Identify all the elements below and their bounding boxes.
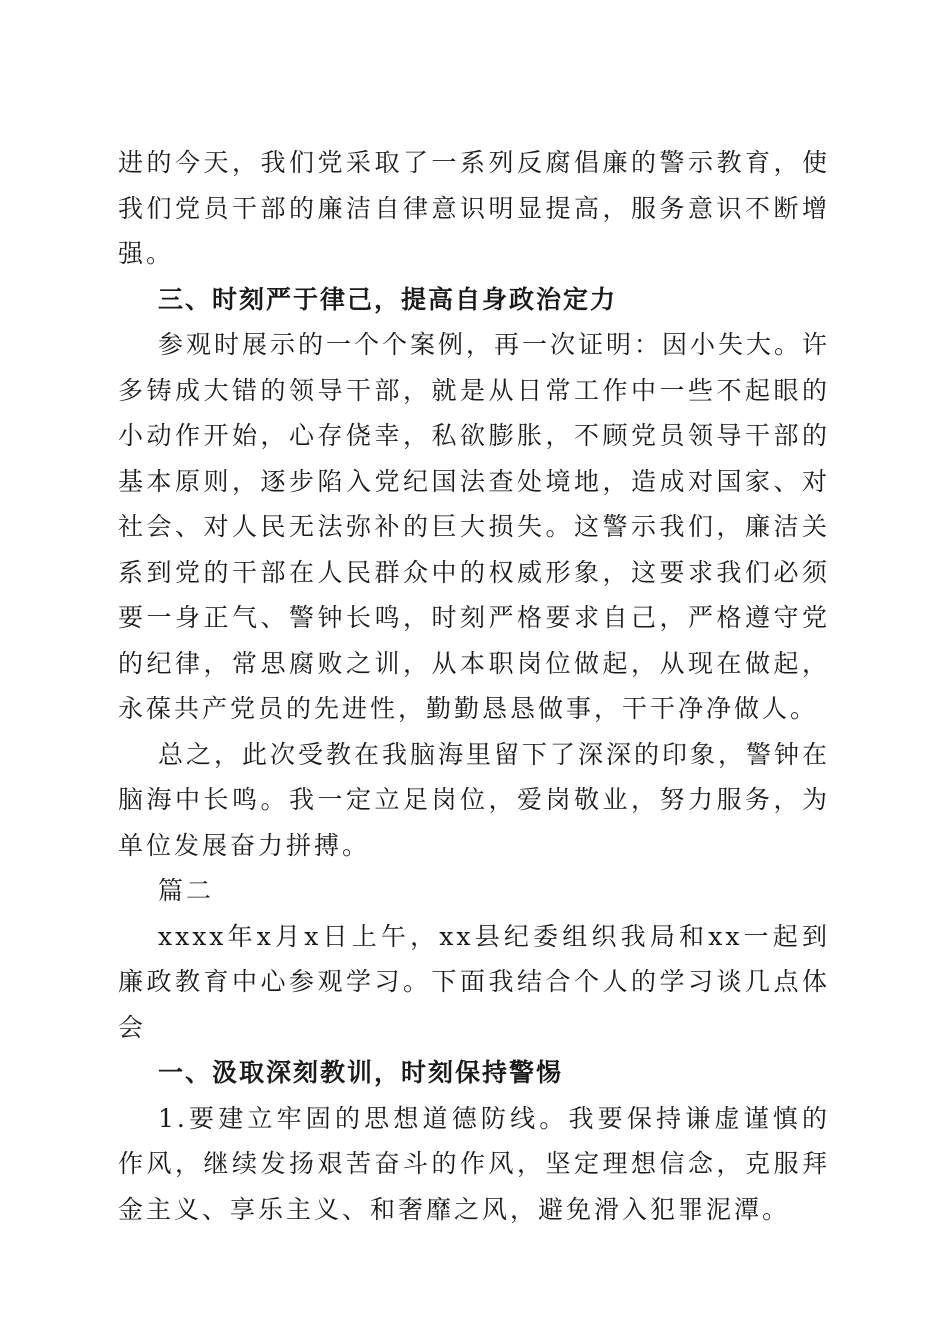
- paragraph-intro-part-two: xxxx年x月x日上午，xx县纪委组织我局和xx一起到廉政教育中心参观学习。下面我结合个人的学习谈几点体会: [118, 921, 830, 1042]
- section-heading-one: 一、汲取深刻教训，时刻保持警惕: [158, 1058, 564, 1087]
- part-two-label: 篇二: [158, 876, 215, 905]
- paragraph-summary: 总之，此次受教在我脑海里留下了深深的印象，警钟在脑海中长鸣。我一定立足岗位，爱岗敬业，努力服务，为单位发展奋力拼搏。: [118, 739, 831, 860]
- paragraph-continuation: 进的今天，我们党采取了一系列反腐倡廉的警示教育，使我们党员干部的廉洁自律意识明显提高，服务意识不断增强。: [118, 148, 830, 268]
- document-page: [118, 140, 830, 1232]
- section-heading-three: 三、时刻严于律己，提高自身政治定力: [158, 284, 618, 314]
- paragraph-point-one: 1.要建立牢固的思想道德防线。我要保持谦虚谨慎的作风，继续发扬艰苦奋斗的作风，坚定理想信念，克服拜金主义、享乐主义、和奢靡之风，避免滑入犯罪泥潭。: [118, 1103, 830, 1224]
- paragraph-cases: 参观时展示的一个个案例，再一次证明：因小失大。许多铸成大错的领导干部，就是从日常工作中一些不起眼的小动作开始，心存侥幸，私欲膨胀，不顾党员领导干部的基本原则，逐步陷入党纪国法查处境地，造成对国家、对社会、对人民无法弥补的巨大损失。这警示我们，廉洁关系到党的干部在人民群众中的权威形象，这要求我们必须要一身正气、警钟长鸣，时刻严格要求自己，严格遵守党的纪律，常思腐败之训，从本职岗位做起，从现在做起，永葆共产党员的先进性，勤勤恳恳做事，干干净净做人。: [118, 330, 831, 723]
